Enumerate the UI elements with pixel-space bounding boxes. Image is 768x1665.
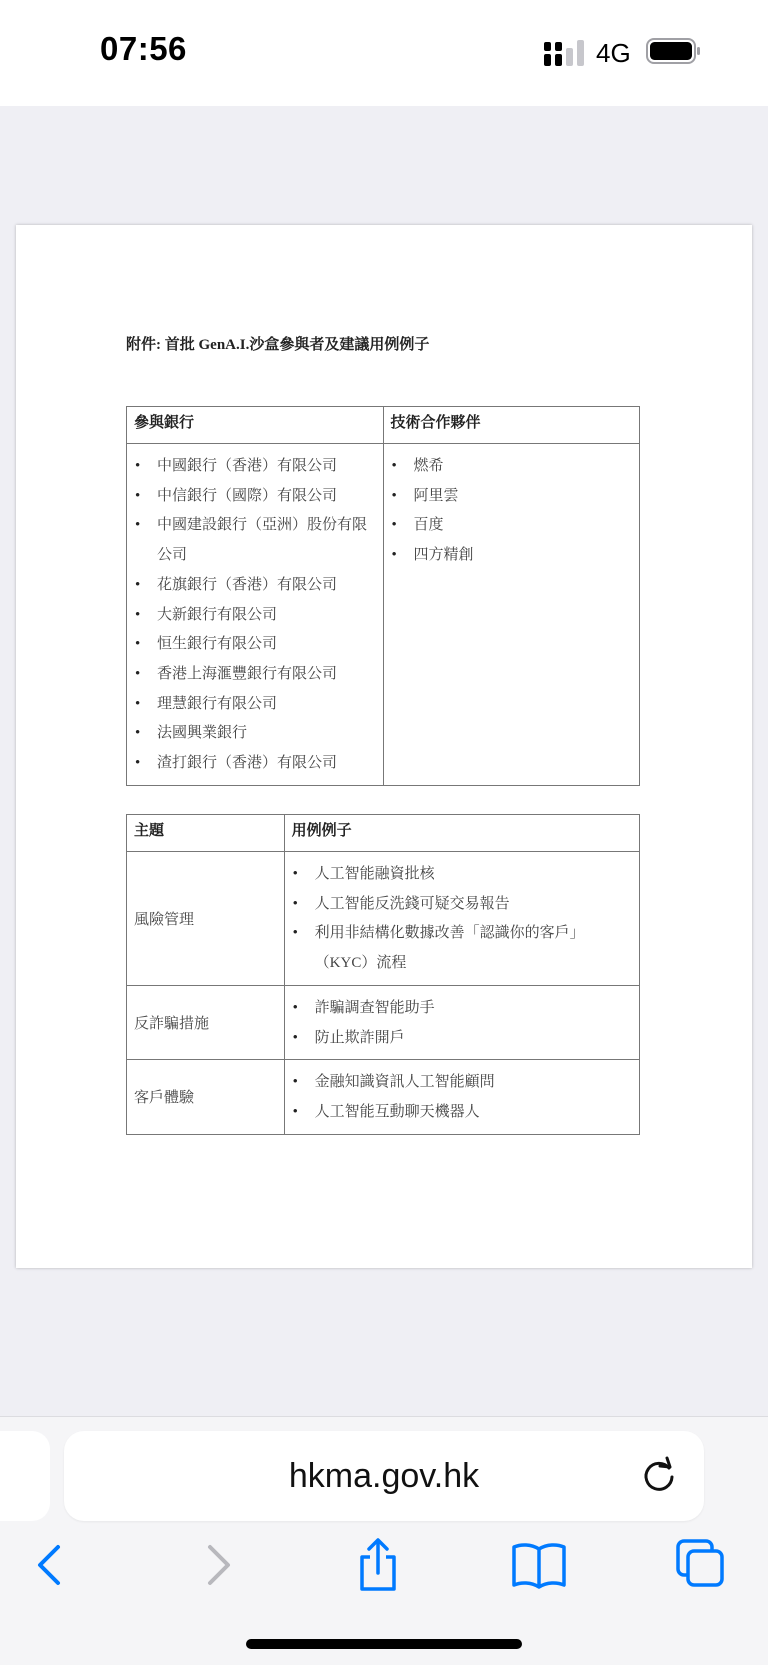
list-item: • 恒生銀行有限公司 [135, 630, 375, 660]
list-item: • 燃希 [392, 452, 631, 482]
list-item: • 百度 [392, 511, 631, 541]
reload-icon[interactable] [638, 1455, 680, 1497]
cellular-signal-icon [544, 40, 588, 66]
use-case-cell [284, 985, 639, 1059]
back-icon[interactable] [20, 1535, 80, 1595]
use-cases-table [126, 814, 640, 1135]
topic-cell: 風險管理 [127, 852, 285, 986]
previous-tab-preview[interactable] [0, 1431, 50, 1521]
table-row [127, 852, 640, 986]
banks-list [127, 444, 383, 785]
list-item: • 人工智能反洗錢可疑交易報告 [293, 890, 631, 920]
address-bar[interactable] [64, 1431, 704, 1521]
topic-header: 主題 [127, 815, 285, 852]
list-item: • 中國建設銀行（亞洲）股份有限公司 [135, 511, 375, 570]
status-time: 07:56 [100, 30, 187, 67]
home-indicator [246, 1639, 522, 1649]
table-row [127, 1060, 640, 1134]
share-icon[interactable] [348, 1535, 408, 1595]
topic-cell: 客戶體驗 [127, 1060, 285, 1134]
bookmarks-icon[interactable] [509, 1535, 569, 1595]
tabs-icon[interactable] [670, 1535, 730, 1595]
list-item: • 中國銀行（香港）有限公司 [135, 452, 375, 482]
partners-header: 技術合作夥伴 [383, 407, 639, 444]
browser-toolbar [0, 1416, 768, 1665]
table-row [127, 985, 640, 1059]
topic-cell: 反詐騙措施 [127, 985, 285, 1059]
pdf-page [16, 225, 752, 1268]
status-bar [0, 0, 768, 106]
list-item: • 花旗銀行（香港）有限公司 [135, 571, 375, 601]
banks-cell [127, 444, 384, 786]
list-item: • 中信銀行（國際）有限公司 [135, 482, 375, 512]
document-title: 附件: 首批 GenA.I.沙盒參與者及建議用例例子 [126, 337, 430, 353]
url-text: hkma.gov.hk [288, 1457, 480, 1495]
list-item: • 人工智能融資批核 [293, 860, 631, 890]
list-item: • 人工智能互動聊天機器人 [293, 1098, 631, 1128]
list-item: • 理慧銀行有限公司 [135, 690, 375, 720]
list-item: • 防止欺詐開戶 [293, 1024, 631, 1054]
list-item: • 香港上海滙豐銀行有限公司 [135, 660, 375, 690]
list-item: • 大新銀行有限公司 [135, 601, 375, 631]
partners-cell [383, 444, 639, 786]
banks-header: 參與銀行 [127, 407, 384, 444]
list-item: • 法國興業銀行 [135, 719, 375, 749]
list-item: • 詐騙調查智能助手 [293, 994, 631, 1024]
list-item: • 利用非結構化數據改善「認識你的客戶」（KYC）流程 [293, 919, 631, 978]
list-item: • 金融知識資訊人工智能顧問 [293, 1068, 631, 1098]
network-type: 4G [596, 38, 631, 68]
list-item: • 渣打銀行（香港）有限公司 [135, 749, 375, 779]
participants-table [126, 406, 640, 786]
list-item: • 阿里雲 [392, 482, 631, 512]
partners-list [384, 444, 639, 577]
use-case-cell [284, 852, 639, 986]
battery-icon [646, 38, 702, 64]
forward-icon[interactable] [188, 1535, 248, 1595]
use-case-header: 用例例子 [284, 815, 639, 852]
list-item: • 四方精創 [392, 541, 631, 571]
use-case-cell [284, 1060, 639, 1134]
